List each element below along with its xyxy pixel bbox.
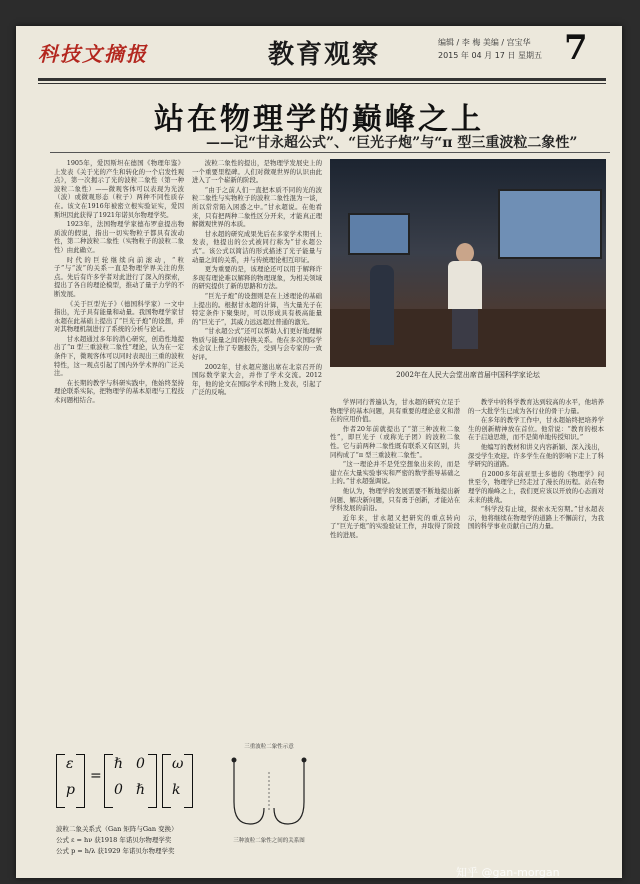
diagram-curve-left — [234, 758, 264, 824]
conference-photo — [330, 159, 606, 367]
wave-particle-diagram — [212, 742, 326, 842]
paragraph: 2002年，甘永超应邀出席在北京召开的国际数学家大会，并作了学术交流。2012年，他的论文在国际学术刊物上发表，引起了广泛的反响。 — [192, 362, 322, 397]
matrix-bracket-left — [104, 754, 113, 808]
matrix-rhs-top: ω — [172, 756, 184, 772]
article-headline: 站在物理学的巅峰之上 — [154, 102, 484, 137]
paragraph: 他认为，物理学的发展需要不断地提出新问题、解决新问题，只有勇于创新，才能站在学科发展的前沿。 — [330, 486, 460, 513]
article-column-4 — [468, 398, 604, 878]
matrix-cell-12: 0 — [136, 756, 145, 772]
matrix-lhs-top: ε — [66, 756, 74, 772]
paragraph: 他编写的教材和讲义内容新颖、深入浅出，深受学生欢迎。许多学生在他的影响下走上了科学研究的道路。 — [468, 442, 604, 469]
speaker-body — [448, 261, 482, 309]
header-rule-thin — [38, 83, 606, 84]
paragraph: 更为重要的是，该理论还可以用于解释许多现有理论难以解释的物理现象，为相关领域的研究提供了新的思路和方法。 — [192, 265, 322, 291]
diagram-node — [302, 758, 307, 763]
paragraph: 时代的巨轮继续向前滚动，“粒子”与“波”的关系一直是物理学界关注的焦点。先后有许多学者对此进行了深入的探索，提出了各自的理论模型，推动了量子力学的不断发展。 — [54, 255, 184, 298]
paragraph: 学界同行普遍认为，甘永超的研究立足于物理学的基本问题，具有重要的理论意义和潜在的应用价值。 — [330, 398, 460, 424]
paragraph: “由于之前人们一直把本质不同的光的波粒二象性与实物粒子的波粒二象性混为一谈，所以常常陷入困惑之中。”甘永超说。在他看来，只有把两种二象性区分开来，才能真正理解微观世界的本质。 — [192, 185, 322, 229]
photo-caption: 2002年在人民大会堂出席首届中国科学家论坛 — [396, 371, 540, 379]
issue-meta — [438, 36, 556, 62]
date-line: 2015 年 04 月 17 日 星期五 — [438, 51, 542, 60]
diagram-curve-right — [274, 758, 304, 824]
speaker-head — [456, 243, 474, 263]
matrix-cell-11: ℏ — [114, 756, 124, 772]
paragraph: “甘永超公式”还可以帮助人们更好地理解物质与能量之间的转换关系。他在多次国际学术会议上作了专题报告，受到与会专家的一致好评。 — [192, 327, 322, 362]
matrix-cell-21: 0 — [114, 782, 123, 798]
paper-logo: 科技文摘报 — [38, 42, 148, 66]
formula-caption — [56, 824, 226, 857]
paragraph: “巨光子炮”的设想则是在上述理论的基础上提出的。根据甘永超的计算，当大量光子在特定条件下聚集时，可以形成具有极高能量的“巨光子”，其威力远远超过普通的激光。 — [192, 291, 322, 326]
attendee-figure — [370, 265, 394, 345]
projection-screen-left — [348, 213, 410, 255]
paragraph: 波粒二象性的提出，是物理学发展史上的一个重要里程碑。人们对微观世界的认识由此进入了一个崭新的阶段。 — [192, 159, 322, 185]
header-rule — [38, 78, 606, 81]
headline-rule — [50, 152, 610, 153]
article-column-1 — [54, 159, 184, 719]
formula-caption-line: 公式 p = h/λ 获1929 年诺贝尔物理学奖 — [56, 847, 175, 855]
section-title: 教育观察 — [268, 40, 381, 70]
paragraph: 近年来，甘永超又把研究的重点转向了“巨光子炮”的实验验证工作，并取得了阶段性的进展。 — [330, 513, 460, 539]
diagram-caption: 三种波粒二象性之间的关系图 — [233, 838, 305, 844]
paragraph: 在多年的教学工作中，甘永超始终把培养学生的创新精神放在首位。他常说：“教育的根本在于启迪思维，而不是简单地传授知识。” — [468, 416, 604, 442]
watermark: 知乎 @gan-morgan — [456, 866, 560, 878]
paragraph: 在长期的教学与科研实践中，他始终坚持理论联系实际，把物理学的基本原理与工程技术问题相结合。 — [54, 378, 184, 405]
paragraph: 教学中的科学教育达到较高的水平，他培养的一大批学生已成为各行业的骨干力量。 — [468, 398, 604, 415]
projection-screen-right — [498, 189, 602, 259]
matrix-bracket-right — [76, 754, 85, 808]
diagram-node — [232, 758, 237, 763]
article-column-3 — [330, 398, 460, 878]
newspaper-page — [16, 26, 622, 878]
formula-caption-line: 波粒二象关系式（Gan 矩阵与Gan 变换） — [56, 825, 178, 833]
diagram-figure — [212, 752, 326, 836]
paragraph: 甘永超的研究成果先后在多家学术期刊上发表，他提出的公式被同行称为“甘永超公式”。该公式以简洁的形式描述了光子能量与动量之间的关系，并与传统理论相互印证。 — [192, 229, 322, 264]
formula-caption-line: 公式 ε = hν 获1918 年诺贝尔物理学奖 — [56, 836, 172, 844]
matrix-bracket-left — [56, 754, 65, 808]
matrix-rhs-bottom: k — [172, 782, 181, 798]
editor-line: 编辑 / 李 梅 美编 / 宫宝华 — [438, 38, 531, 47]
matrix-bracket-left — [162, 754, 171, 808]
speaker-legs — [452, 309, 478, 349]
matrix-lhs-bottom: p — [66, 782, 75, 798]
paragraph: 甘永超通过多年的潜心研究，创造性地提出了“π 型三重波粒二象性”理论，认为在一定条件下，微观客体可以同时表现出三重的波粒特性，这一观点引起了国内外学术界的广泛关注。 — [54, 334, 184, 378]
page-number: 7 — [564, 28, 588, 68]
paragraph: 1923年，法国物理学家德布罗意提出物质波的假说，指出一切实物粒子都具有波动性，第二种波粒二象性（实物粒子的波粒二象性）由此确立。 — [54, 220, 184, 254]
matrix-bracket-right — [184, 754, 193, 808]
paragraph: 自2000多年前亚里士多德的《物理学》问世至今，物理学已经走过了漫长的历程。站在物理学的巅峰之上，我们更应该以开放的心态面对未来的挑战。 — [468, 469, 604, 504]
matrix-bracket-right — [148, 754, 157, 808]
paragraph: “这一理论并不是凭空想象出来的，而是建立在大量实验事实和严密的数学推导基础之上的。”甘永超强调说。 — [330, 460, 460, 486]
matrix-cell-22: ℏ — [136, 782, 146, 798]
diagram-title: 三重波粒二象性示意 — [244, 744, 294, 750]
gan-matrix-equation — [56, 748, 196, 818]
paragraph: 《关于巨型光子》（德国科学家）一文中指出，光子具有能量和动量。我国物理学家甘永超在此基础上提出了“巨光子炮”的设想，并对其物理机制进行了系统的分析与论证。 — [54, 299, 184, 334]
paragraph: 作者20年前就提出了“第三种波粒二象性”，即巨光子（或称光子团）的波粒二象性。它与前两种二象性既有联系又有区别，共同构成了“π 型三重波粒二象性”。 — [330, 424, 460, 459]
paragraph: “科学没有止境，探索永无穷期。”甘永超表示，他将继续在物理学的道路上不懈前行，为我国的科学事业贡献自己的力量。 — [468, 505, 604, 531]
article-subheadline: ——记“甘永超公式”、“巨光子炮”与“π 型三重波粒二象性” — [206, 135, 578, 151]
masthead — [16, 26, 622, 78]
paragraph: 1905年，爱因斯坦在德国《物理年鉴》上发表《关于光的产生和转化的一个启发性观点》，第一次揭示了光的波粒二象性（第一种波粒二象性）——微观客体可以表现为光波（波）或微观形态（粒子）两种不同性质存在。该文在1916年被密立根实验证实，爱因斯坦因此获得了1921年诺贝尔物理学奖。 — [54, 159, 184, 219]
equals-sign: = — [90, 768, 102, 784]
